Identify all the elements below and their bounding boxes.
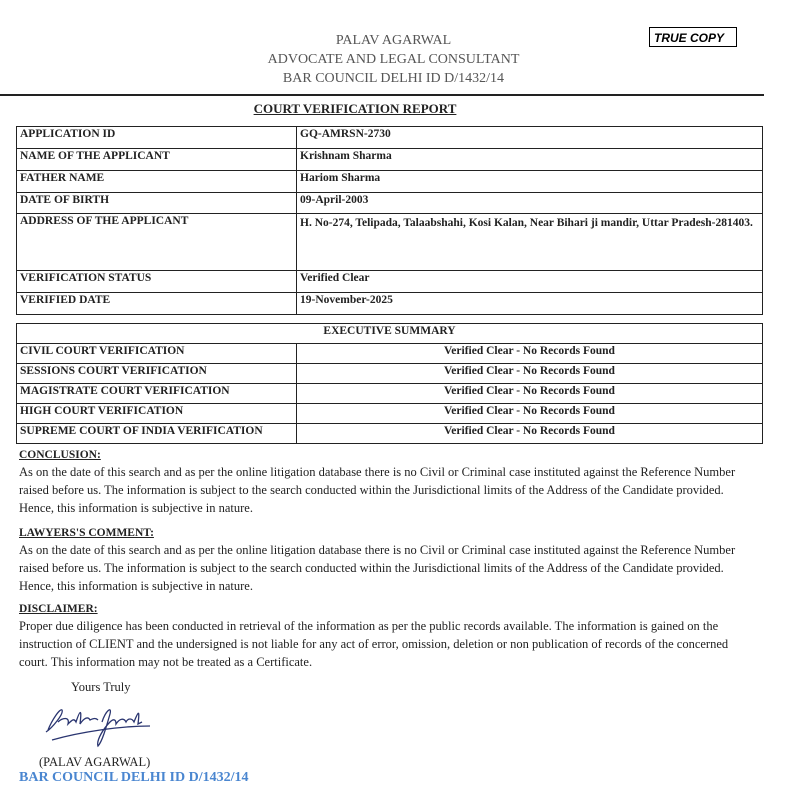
row-value: Hariom Sharma — [297, 171, 763, 193]
table-row — [17, 293, 763, 315]
comment-text: As on the date of this search and as per the online litigation database there is no Civil or Criminal case instituted against the Reference Number raised before us. The information is subject to the search conducted within the Jurisdictional limits of the Address of the Candidate provided. Hence, this information is subjective in nature. — [19, 543, 736, 593]
row-label: DATE OF BIRTH — [17, 193, 297, 214]
row-value: Verified Clear — [297, 271, 763, 293]
row-value: 09-April-2003 — [297, 193, 763, 214]
table-row — [17, 271, 763, 293]
summary-heading: EXECUTIVE SUMMARY — [17, 324, 763, 344]
row-value: Verified Clear - No Records Found — [297, 404, 763, 424]
signature-image — [40, 700, 155, 752]
table-row — [17, 149, 763, 171]
executive-summary-table — [16, 323, 763, 444]
table-row — [17, 214, 763, 271]
table-row — [17, 404, 763, 424]
row-label: ADDRESS OF THE APPLICANT — [17, 214, 297, 271]
row-value: GQ-AMRSN-2730 — [297, 127, 763, 149]
row-value: Verified Clear - No Records Found — [297, 364, 763, 384]
row-label: SESSIONS COURT VERIFICATION — [17, 364, 297, 384]
applicant-details-table — [16, 126, 763, 315]
lawyers-comment-section — [19, 526, 759, 595]
disclaimer-text: Proper due diligence has been conducted in retrieval of the information as per the public records available. The information is gained on the instruction of CLIENT and the undersigned is not liable for any act of error, omission, deletion or non publication of records of the concerned court. This information may not be treated as a Certificate. — [19, 619, 729, 669]
row-value: Verified Clear - No Records Found — [297, 384, 763, 404]
row-label: VERIFIED DATE — [17, 293, 297, 315]
table-row — [17, 193, 763, 214]
row-label: HIGH COURT VERIFICATION — [17, 404, 297, 424]
table-row — [17, 384, 763, 404]
signatory-name: (PALAV AGARWAL) — [39, 755, 151, 769]
conclusion-text: As on the date of this search and as per the online litigation database there is no Civil or Criminal case instituted against the Reference Number raised before us. The information is subject to the search conducted within the Jurisdictional limits of the Address of the Candidate provided. Hence, this information is subjective in nature. — [19, 465, 736, 515]
table-row — [17, 364, 763, 384]
table-row — [17, 127, 763, 149]
row-label: SUPREME COURT OF INDIA VERIFICATION — [17, 424, 297, 444]
advocate-name: PALAV AGARWAL — [335, 33, 452, 48]
row-label: MAGISTRATE COURT VERIFICATION — [17, 384, 297, 404]
disclaimer-heading: DISCLAIMER: — [19, 603, 98, 615]
conclusion-heading: CONCLUSION: — [19, 449, 101, 461]
row-label: VERIFICATION STATUS — [17, 271, 297, 293]
conclusion-section — [19, 448, 759, 517]
row-value: Verified Clear - No Records Found — [297, 424, 763, 444]
row-value: H. No-274, Telipada, Talaabshahi, Kosi Kalan, Near Bihari ji mandir, Uttar Pradesh-281403. — [297, 214, 763, 271]
row-value: 19-November-2025 — [297, 293, 763, 315]
bar-council-id: BAR COUNCIL DELHI ID D/1432/14 — [282, 71, 505, 86]
report-title: COURT VERIFICATION REPORT — [253, 101, 457, 116]
header-divider — [0, 94, 764, 96]
row-value: Verified Clear - No Records Found — [297, 344, 763, 364]
row-label: NAME OF THE APPLICANT — [17, 149, 297, 171]
comment-heading: LAWYERS'S COMMENT: — [19, 527, 154, 539]
row-label: APPLICATION ID — [17, 127, 297, 149]
row-label: FATHER NAME — [17, 171, 297, 193]
row-value: Krishnam Sharma — [297, 149, 763, 171]
advocate-title: ADVOCATE AND LEGAL CONSULTANT — [267, 52, 520, 67]
footer-bar-council-id: BAR COUNCIL DELHI ID D/1432/14 — [19, 770, 249, 785]
table-row — [17, 171, 763, 193]
table-row — [17, 424, 763, 444]
table-row — [17, 344, 763, 364]
row-label: CIVIL COURT VERIFICATION — [17, 344, 297, 364]
disclaimer-section — [19, 602, 759, 671]
closing: Yours Truly — [71, 680, 131, 694]
true-copy-stamp: TRUE COPY — [649, 27, 737, 47]
